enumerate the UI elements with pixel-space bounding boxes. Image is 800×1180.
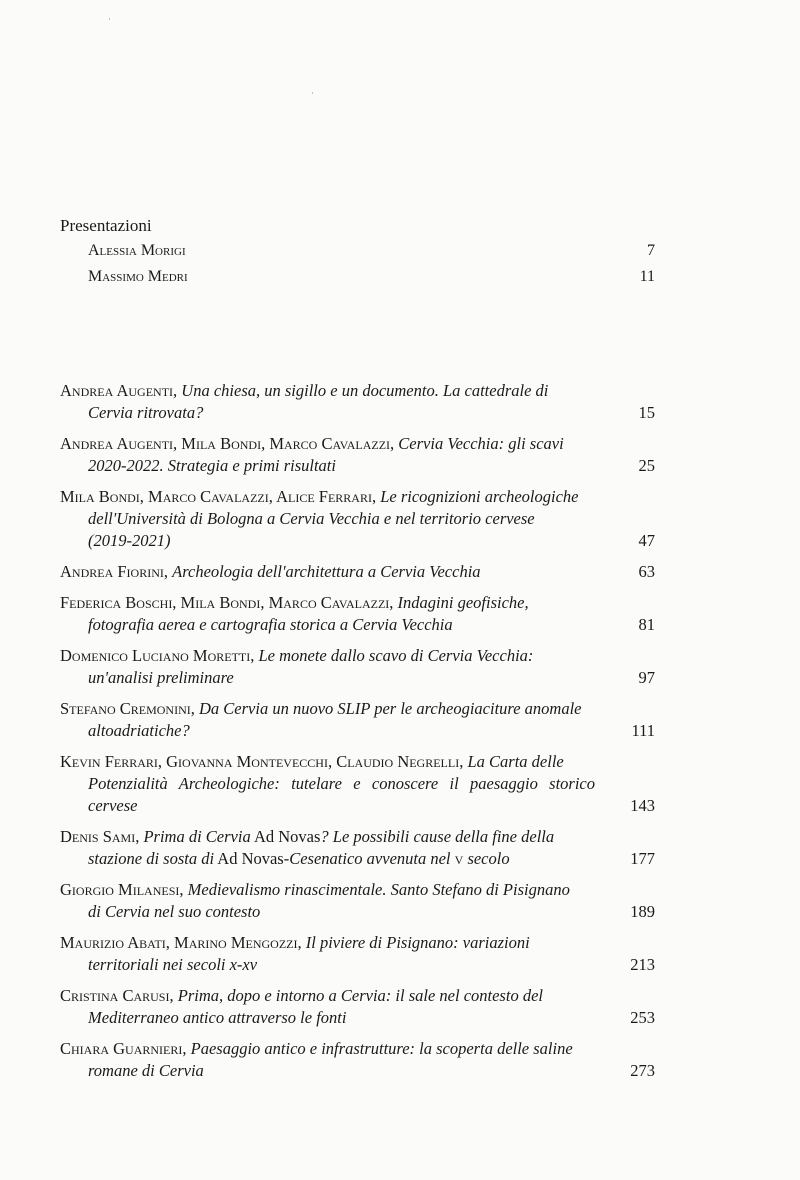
toc-authors: Andrea Fiorini, <box>60 562 168 581</box>
toc-entry[interactable] <box>60 1038 655 1082</box>
toc-author: Massimo Medri <box>88 268 188 285</box>
toc-title: Prima, dopo e intorno a Cervia: il sale nel contesto del <box>177 986 543 1005</box>
toc-title-cont <box>60 848 595 870</box>
toc-page: 81 <box>638 615 655 634</box>
toc-title: Una chiesa, un sigillo e un documento. La cattedrale di <box>181 381 549 400</box>
toc-title: Archeologia dell'architettura a Cervia Vecchia <box>172 562 481 581</box>
toc-title-cont: territoriali nei secoli x-xv <box>88 955 258 974</box>
toc-entry[interactable] <box>60 561 655 583</box>
toc-title: secolo <box>467 849 510 868</box>
toc-page: 25 <box>638 456 655 475</box>
toc-authors: Cristina Carusi, <box>60 986 174 1005</box>
toc-page: 47 <box>638 531 655 550</box>
toc-authors: Andrea Augenti, Mila Bondi, Marco Cavalazzi, <box>60 434 395 453</box>
toc-authors: Domenico Luciano Moretti, <box>60 646 255 665</box>
toc-title: Cervia Vecchia: gli scavi <box>398 434 564 453</box>
toc-authors: Chiara Guarnieri, <box>60 1039 187 1058</box>
toc-title: Le monete dallo scavo di Cervia Vecchia: <box>258 646 534 665</box>
toc-authors: Andrea Augenti, <box>60 381 178 400</box>
toc-authors: Denis Sami, <box>60 827 140 846</box>
toc-title-cont: un'analisi preliminare <box>88 668 234 687</box>
toc-entry[interactable] <box>60 985 655 1029</box>
scan-speck: · <box>108 14 111 24</box>
toc-title: Medievalismo rinascimentale. Santo Stefano di Pisignano <box>187 880 570 899</box>
toc-entry[interactable] <box>60 698 655 742</box>
toc-title: Paesaggio antico e infrastrutture: la scoperta delle saline <box>190 1039 573 1058</box>
toc-authors: Federica Boschi, Mila Bondi, Marco Cavalazzi, <box>60 593 394 612</box>
toc-authors: Maurizio Abati, Marino Mengozzi, <box>60 933 302 952</box>
toc-page: 15 <box>638 403 655 422</box>
toc-authors: Giorgio Milanesi, <box>60 880 184 899</box>
toc-entry[interactable] <box>60 380 655 424</box>
toc-page: 97 <box>638 668 655 687</box>
toc-entry[interactable] <box>60 879 655 923</box>
toc-title: Prima di Cervia <box>143 827 251 846</box>
toc-title-cont: Mediterraneo antico attraverso le fonti <box>88 1008 347 1027</box>
toc-title-roman: Ad Novas <box>217 849 284 868</box>
toc-entry[interactable] <box>60 645 655 689</box>
section-title: Presentazioni <box>60 216 152 235</box>
toc-title: -Cesenatico avvenuta nel <box>283 849 451 868</box>
toc-page: 11 <box>639 268 655 285</box>
toc-title: La Carta delle <box>467 752 564 771</box>
scan-speck: · <box>311 88 314 98</box>
toc-author: Alessia Morigi <box>88 242 186 259</box>
toc-title: Le ricognizioni archeologiche <box>380 487 579 506</box>
toc-title: ? Le possibili cause della fine della <box>320 827 555 846</box>
toc-title-cont: altoadriatiche? <box>88 721 190 740</box>
toc-title: Indagini geofisiche, <box>397 593 529 612</box>
toc-title-cont: romane di Cervia <box>88 1061 204 1080</box>
toc-title-cont: di Cervia nel suo contesto <box>88 902 261 921</box>
toc-title: stazione di sosta di <box>88 849 215 868</box>
toc-title-cont: Potenzialità Archeologiche: tutelare e conoscere il paesaggio storico cervese <box>88 774 595 815</box>
toc-entry[interactable] <box>60 932 655 976</box>
toc-entry[interactable] <box>60 592 655 636</box>
table-of-contents <box>60 380 655 1091</box>
toc-page: 213 <box>630 955 655 974</box>
toc-entry[interactable] <box>60 433 655 477</box>
toc-title-cont: Cervia ritrovata? <box>88 403 204 422</box>
toc-title-cont: fotografia aerea e cartografia storica a Cervia Vecchia <box>88 615 453 634</box>
toc-title-century: v <box>454 849 464 868</box>
toc-page: 143 <box>630 796 655 815</box>
toc-title-roman: Ad Novas <box>253 827 321 846</box>
toc-page: 273 <box>630 1061 655 1080</box>
toc-title-cont: 2020-2022. Strategia e primi risultati <box>88 456 336 475</box>
toc-authors: Kevin Ferrari, Giovanna Montevecchi, Claudio Negrelli, <box>60 752 464 771</box>
toc-title-cont: (2019-2021) <box>88 531 171 550</box>
toc-entry[interactable] <box>60 486 655 552</box>
toc-page: 253 <box>630 1008 655 1027</box>
toc-authors: Stefano Cremonini, <box>60 699 195 718</box>
toc-row[interactable] <box>60 264 655 290</box>
toc-entry[interactable] <box>60 826 655 870</box>
toc-authors: Mila Bondi, Marco Cavalazzi, Alice Ferrari, <box>60 487 377 506</box>
toc-title: Il piviere di Pisignano: variazioni <box>305 933 530 952</box>
toc-page: 189 <box>630 902 655 921</box>
toc-page: 63 <box>638 562 655 581</box>
toc-title: Da Cervia un nuovo SLIP per le archeogiaciture anomale <box>199 699 582 718</box>
toc-page: 7 <box>647 242 655 259</box>
toc-page: 177 <box>630 849 655 868</box>
toc-page: 111 <box>631 721 655 740</box>
toc-entry[interactable] <box>60 751 655 817</box>
toc-title-cont: dell'Università di Bologna a Cervia Vecchia e nel territorio cervese <box>88 509 535 528</box>
toc-row[interactable] <box>60 238 655 264</box>
presentazioni-section <box>60 214 655 290</box>
